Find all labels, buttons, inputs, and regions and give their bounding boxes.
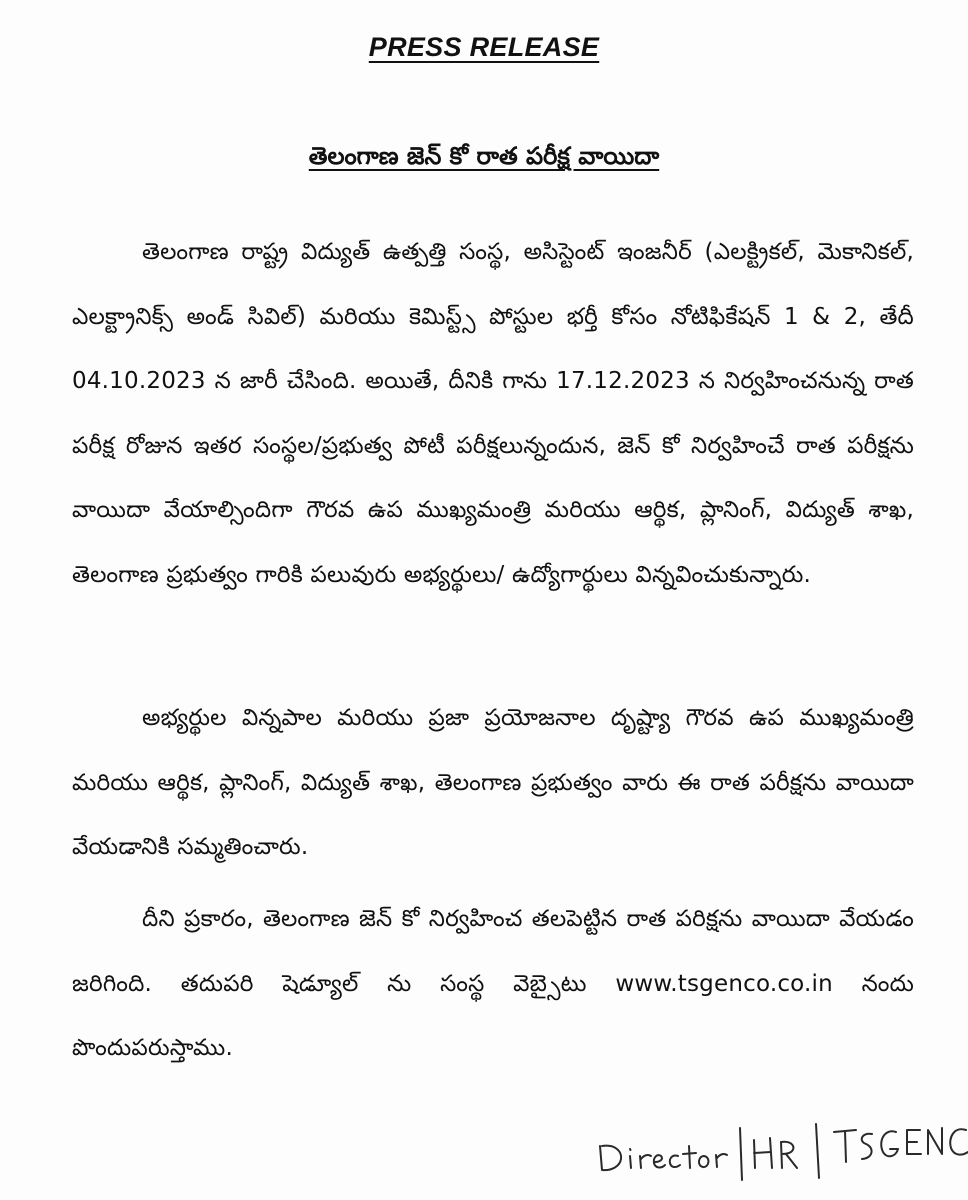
- signature-drawing: [594, 1108, 968, 1188]
- press-release-title: [0, 32, 968, 63]
- paragraph-approval: అభ్యర్థుల విన్నపాల మరియు ప్రజా ప్రయోజనాల దృష్ట్యా గౌరవ ఉప ముఖ్యమంత్రి మరియు ఆర్థిక, ప్లానింగ్, విద్యుత్ శాఖ, తెలంగాణ ప్రభుత్వం వారు ఈ రాత పరీక్షను వాయిదా వేయడానికి సమ్మతించారు.: [72, 705, 914, 861]
- press-release-title-text: PRESS RELEASE: [368, 32, 600, 62]
- paragraph-schedule-notice: దీని ప్రకారం, తెలంగాణ జెన్ కో నిర్వహించ తలపెట్టిన రాత పరిక్షను వాయిదా వేయడం జరిగింది. తదుపరి షెడ్యూల్ ను సంస్థ వెబ్సైటు www.tsgenco.co.in నందు పొందుపరుస్తాము.: [72, 906, 914, 1062]
- paragraph-exam-postponement-request: తెలంగాణ రాష్ట్ర విద్యుత్ ఉత్పత్తి సంస్థ, అసిస్టెంట్ ఇంజనీర్ (ఎలక్ట్రికల్, మెకానికల్, ఎలక్ట్రానిక్స్ అండ్ సివిల్) మరియు కెమిస్ట్స్ పోస్టుల భర్తీ కోసం నోటిఫికేషన్ 1 & 2, తేదీ 04.10.2023 న జారీ చేసింది. అయితే, దీనికి గాను 17.12.2023 న నిర్వహించనున్న రాత పరీక్ష రోజున ఇతర సంస్థల/ప్రభుత్వ పోటీ పరీక్షలున్నందున, జెన్ కో నిర్వహించే రాత పరీక్షను వాయిదా వేయాల్సిందిగా గౌరవ ఉప ముఖ్యమంత్రి మరియు ఆర్థిక, ప్లానింగ్, విద్యుత్ శాఖ, తెలంగాణ ప్రభుత్వం గారికి పలువురు అభ్యర్థులు/ ఉద్యోగార్థులు విన్నవించుకున్నారు.: [72, 239, 914, 588]
- subject-heading-text: తెలంగాణ జెన్ కో రాత పరీక్ష వాయిదా: [308, 142, 660, 170]
- handwritten-signature: [594, 1108, 968, 1188]
- subject-heading: [0, 142, 968, 176]
